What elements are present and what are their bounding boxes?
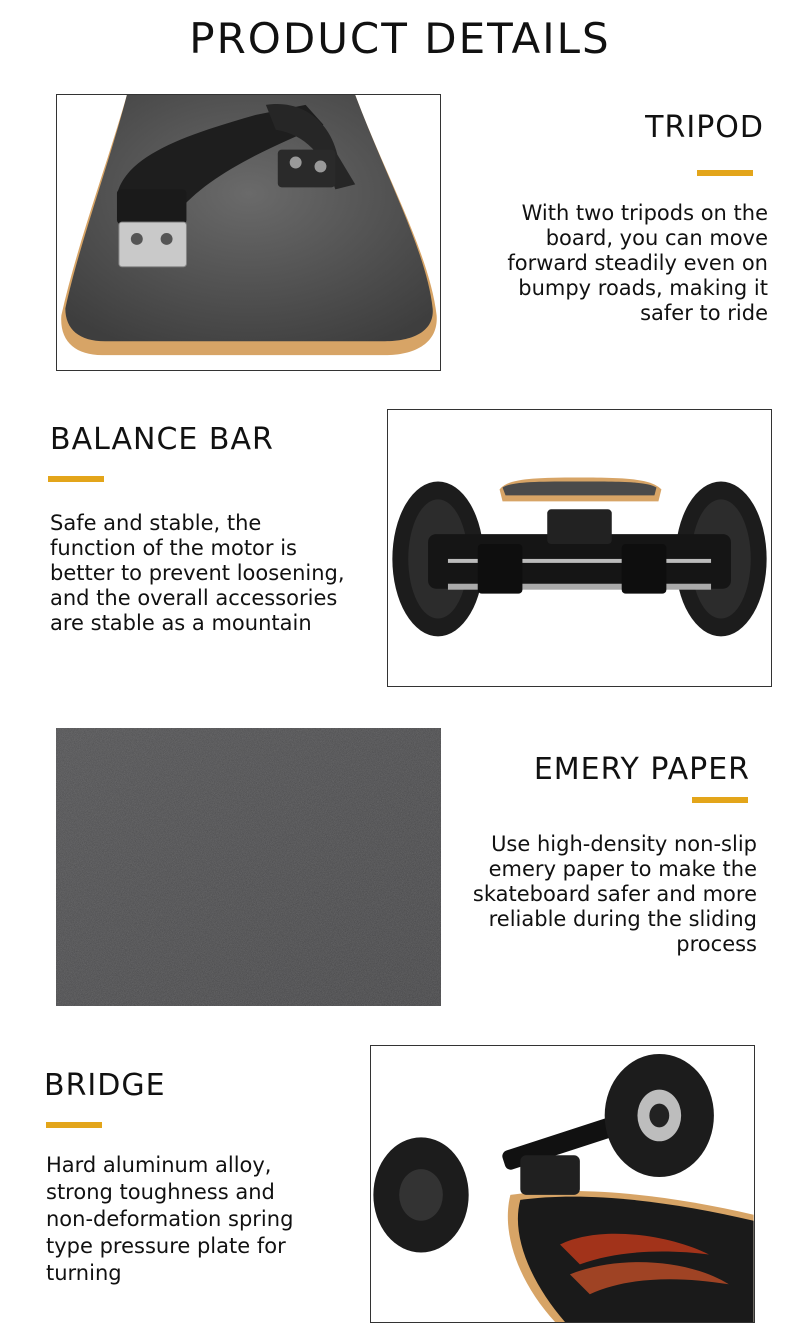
skateboard-handle-photo-icon bbox=[57, 95, 440, 370]
tripod-photo bbox=[56, 94, 441, 371]
motor-truck-photo-icon bbox=[388, 410, 771, 686]
truck-bridge-photo-icon bbox=[371, 1046, 754, 1322]
section-title-balance-bar: BALANCE BAR bbox=[50, 422, 274, 457]
description-tripod: With two tripods on the board, you can move forward steadily even on bumpy roads, making it safer to ride bbox=[507, 201, 768, 325]
page-title: PRODUCT DETAILS bbox=[189, 14, 611, 63]
accent-bar-tripod bbox=[697, 170, 753, 176]
emery-paper-photo bbox=[56, 728, 441, 1006]
grip-tape-photo-icon bbox=[56, 728, 441, 1006]
balance-bar-photo bbox=[387, 409, 772, 687]
section-title-tripod: TRIPOD bbox=[645, 110, 764, 145]
accent-bar-balance-bar bbox=[48, 476, 104, 482]
description-emery-paper: Use high-density non-slip emery paper to make the skateboard safer and more reliable during the sliding process bbox=[472, 832, 757, 956]
bridge-photo bbox=[370, 1045, 755, 1323]
accent-bar-bridge bbox=[46, 1122, 102, 1128]
accent-bar-emery-paper bbox=[692, 797, 748, 803]
description-balance-bar: Safe and stable, the function of the motor is better to prevent loosening, and the overall accessories are stable as a mountain bbox=[50, 511, 345, 635]
section-title-emery-paper: EMERY PAPER bbox=[533, 752, 750, 787]
section-title-bridge: BRIDGE bbox=[44, 1068, 166, 1103]
description-bridge: Hard aluminum alloy, strong toughness and non-deformation spring type pressure plate for turning bbox=[46, 1153, 294, 1285]
